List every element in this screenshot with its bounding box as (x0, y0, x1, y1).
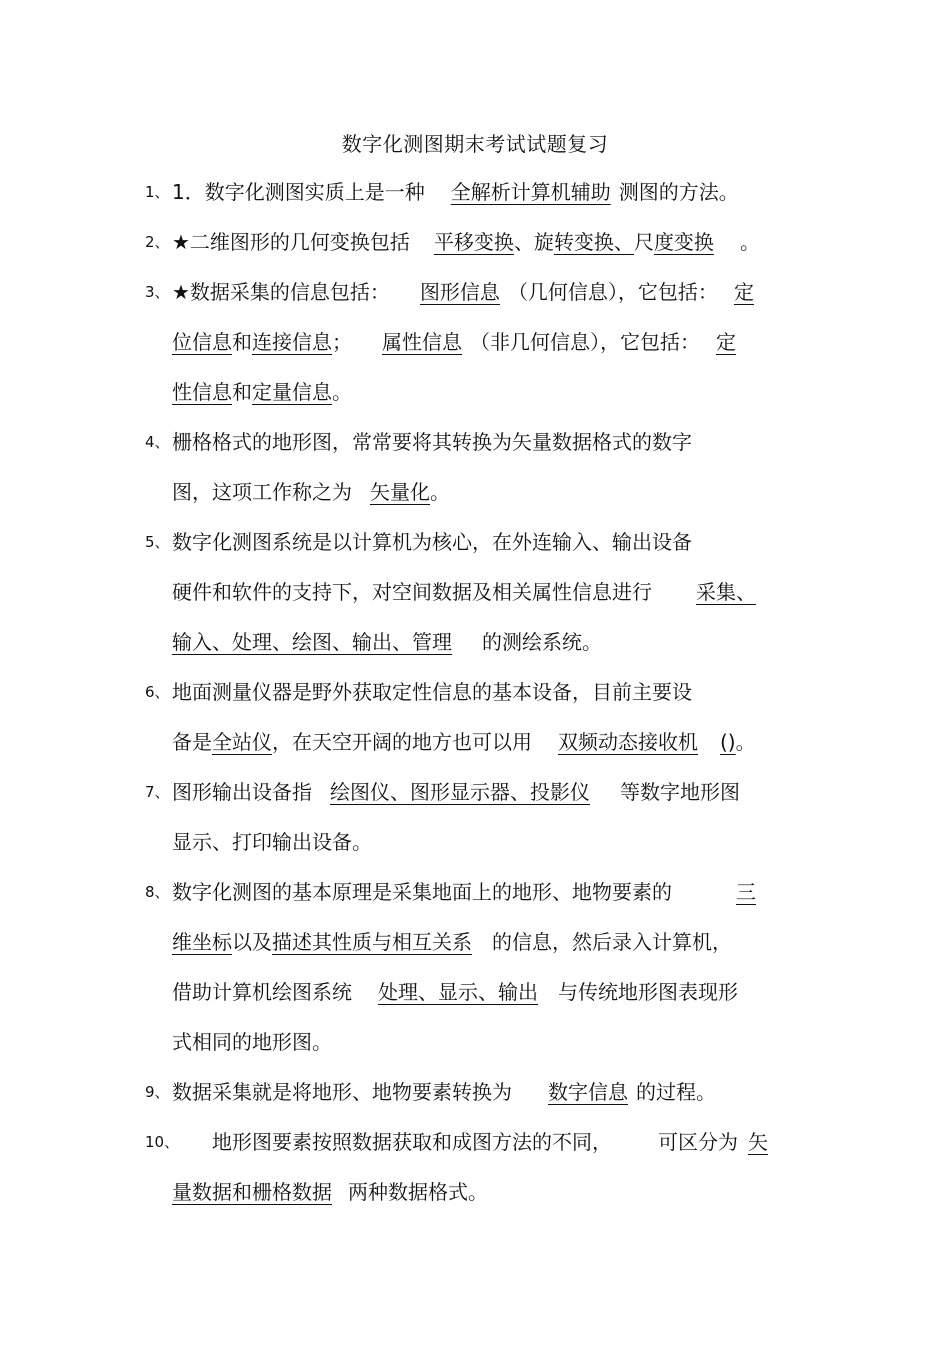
item-number: 10、 (145, 1133, 180, 1151)
item-line (172, 1028, 332, 1056)
item-number: 5、 (145, 533, 170, 551)
item-line (172, 228, 760, 256)
text-run: 测图的方法。 (618, 180, 739, 204)
text-run: 图，这项工作称之为 (172, 480, 352, 504)
item-line (172, 278, 754, 306)
text-run: 地形图要素按照数据获取和成图方法的不同， (212, 1130, 612, 1154)
answer-blank: 平移变换 (433, 230, 514, 254)
text-run: 两种数据格式。 (348, 1180, 488, 1204)
answer-blank: 定量信息 (252, 380, 332, 404)
text-run: 的信息，然后录入计算机， (492, 930, 732, 954)
text-run: 。 (430, 480, 450, 504)
text-run: 数字化测图系统是以计算机为核心，在外连输入、输出设备 (172, 530, 692, 554)
item-line (172, 928, 732, 956)
text-run: 1．数字化测图实质上是一种 (172, 180, 425, 204)
text-run: 、旋 (513, 230, 554, 254)
item-line (172, 328, 736, 356)
text-run: ★二维图形的几何变换包括 (172, 230, 410, 254)
answer-blank: 转变换、 (553, 230, 634, 254)
item-line (172, 428, 692, 456)
item-line (172, 1078, 716, 1106)
text-run: 的过程。 (636, 1080, 716, 1104)
text-run: （几何信息），它包括： (507, 280, 718, 304)
item-line (172, 478, 450, 506)
text-run: 与传统地形图表现形 (558, 980, 738, 1004)
item-number: 7、 (145, 783, 170, 801)
text-run: 数字化测图的基本原理是采集地面上的地形、地物要素的 (172, 880, 672, 904)
item-line (172, 728, 756, 756)
text-run: 可区分为 (658, 1130, 738, 1154)
text-run: 地面测量仪器是野外获取定性信息的基本设备，目前主要设 (172, 680, 692, 704)
item-number: 2、 (145, 233, 170, 251)
answer-blank: 矢 (748, 1130, 768, 1154)
answer-blank: 绘图仪、图形显示器、投影仪 (330, 780, 590, 804)
answer-blank: 处理、显示、输出 (378, 980, 538, 1004)
answer-blank: 全站仪 (212, 730, 272, 754)
item-number: 1、 (145, 183, 170, 201)
text-run: 尺 (633, 230, 654, 254)
answer-blank: 采集、 (696, 580, 756, 604)
answer-blank: 量数据和栅格数据 (172, 1180, 332, 1204)
text-run: 图形输出设备指 (172, 780, 312, 804)
text-run: ★数据采集的信息包括： (172, 280, 390, 304)
text-run: 以及 (232, 930, 272, 954)
text-run: ，在天空开阔的地方也可以用 (272, 730, 532, 754)
answer-blank: 全解析计算机辅助 (450, 180, 611, 204)
answer-blank: 数字信息 (548, 1080, 628, 1104)
answer-blank: 位信息 (172, 330, 232, 354)
text-run: 。 (735, 730, 756, 754)
item-number: 6、 (145, 683, 170, 701)
item-line (172, 878, 756, 906)
item-line (172, 778, 740, 806)
page-title: 数字化测图期末考试试题复习 (341, 132, 609, 156)
item-line (172, 1178, 488, 1206)
text-run: 式相同的地形图。 (172, 1030, 332, 1054)
text-run: 和 (232, 330, 252, 354)
item-line (172, 828, 372, 856)
text-run: 。 (332, 380, 352, 404)
item-line (172, 628, 602, 656)
answer-blank: 属性信息 (382, 330, 462, 354)
text-run: 等数字地形图 (620, 780, 740, 804)
answer-blank: 输入、处理、绘图、输出、管理 (172, 630, 452, 654)
answer-blank: 连接信息 (252, 330, 332, 354)
item-line (172, 978, 738, 1006)
text-run: （非几何信息），它包括： (470, 330, 700, 354)
text-run: 栅格格式的地形图，常常要将其转换为矢量数据格式的数字 (172, 430, 692, 454)
item-number: 9、 (145, 1083, 170, 1101)
answer-blank: 图形信息 (419, 280, 500, 304)
answer-blank: 性信息 (172, 380, 232, 404)
text-run: 的测绘系统。 (482, 630, 602, 654)
text-run: 数据采集就是将地形、地物要素转换为 (172, 1080, 512, 1104)
text-run: 借助计算机绘图系统 (172, 980, 352, 1004)
answer-blank: 描述其性质与相互关系 (272, 930, 472, 954)
answer-blank: 双频动态接收机 (558, 730, 698, 754)
text-run: 。 (739, 230, 760, 254)
item-number: 4、 (145, 433, 170, 451)
item-line (172, 378, 352, 406)
item-line (172, 578, 756, 606)
item-number: 3、 (145, 283, 170, 301)
answer-blank: 三 (736, 880, 756, 904)
item-number: 8、 (145, 883, 170, 901)
answer-blank: 定 (733, 280, 754, 304)
answer-blank: 矢量化 (370, 480, 430, 504)
text-run: 显示、打印输出设备。 (172, 830, 372, 854)
answer-blank: 维坐标 (172, 930, 232, 954)
item-line (212, 1128, 768, 1156)
item-line (172, 528, 692, 556)
text-run: 硬件和软件的支持下，对空间数据及相关属性信息进行 (172, 580, 652, 604)
item-line (172, 178, 739, 206)
answer-blank: 定 (716, 330, 736, 354)
answer-blank: 度变换 (653, 230, 714, 254)
answer-blank: () (720, 730, 736, 754)
text-run: ； (332, 330, 352, 354)
item-line (172, 678, 692, 706)
text-run: 备是 (172, 730, 212, 754)
text-run: 和 (232, 380, 252, 404)
